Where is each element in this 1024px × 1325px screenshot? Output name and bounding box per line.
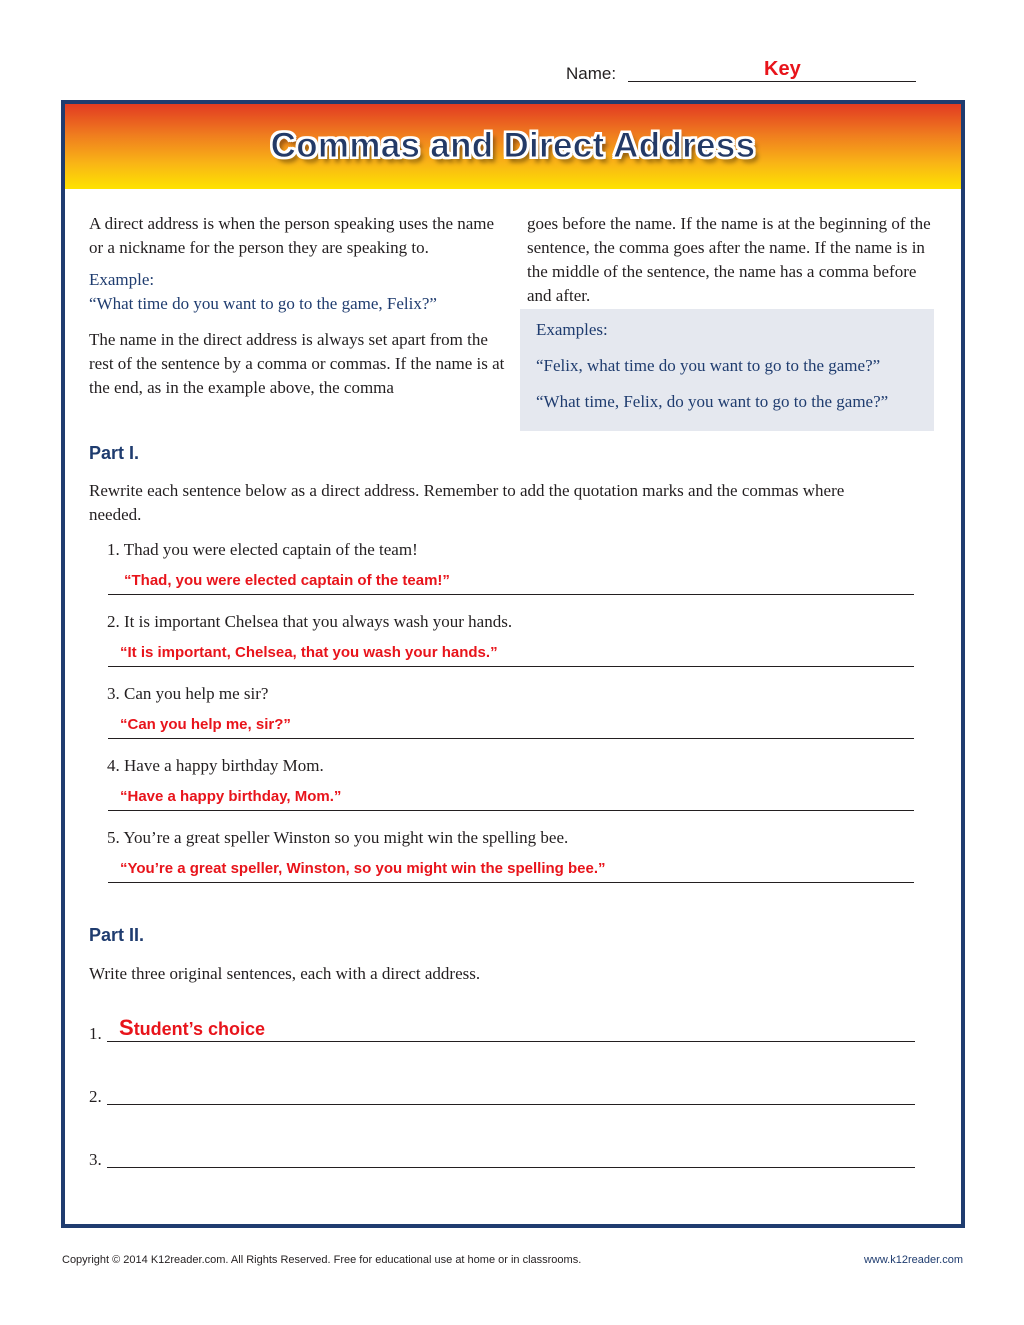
question-3: 3. Can you help me sir? bbox=[107, 684, 269, 703]
answer-line-1[interactable] bbox=[108, 572, 914, 595]
write-line-1 bbox=[107, 1041, 915, 1042]
answer-line-5[interactable] bbox=[108, 860, 914, 883]
example-quote: “What time do you want to go to the game, Felix?” bbox=[89, 294, 437, 313]
write-line-2 bbox=[107, 1104, 915, 1105]
part2-heading: Part II. bbox=[89, 925, 145, 945]
intro-left-column bbox=[89, 212, 509, 400]
answer-line-3[interactable] bbox=[108, 716, 914, 739]
example-quote-2: “What time, Felix, do you want to go to the game?” bbox=[536, 392, 889, 411]
line-number-3: 3. bbox=[89, 1150, 102, 1169]
examples-box bbox=[520, 309, 934, 431]
answer-line-4[interactable] bbox=[108, 788, 914, 811]
answer-1: “Thad, you were elected captain of the team!” bbox=[124, 572, 450, 589]
copyright-text: Copyright © 2014 K12reader.com. All Rights Reserved. Free for educational use at home or in classrooms. bbox=[62, 1254, 582, 1266]
line-number-1: 1. bbox=[89, 1024, 102, 1043]
part1-heading: Part I. bbox=[89, 443, 140, 463]
question-4: 4. Have a happy birthday Mom. bbox=[107, 756, 324, 775]
original-answer-1: Student’s choice bbox=[119, 1015, 266, 1040]
website-link[interactable]: www.k12reader.com bbox=[863, 1254, 963, 1266]
name-field bbox=[566, 58, 916, 86]
answer-line-2[interactable] bbox=[108, 644, 914, 667]
question-1: 1. Thad you were elected captain of the team! bbox=[107, 540, 418, 559]
intro-right-column bbox=[527, 212, 937, 308]
answer-2: “It is important, Chelsea, that you wash your hands.” bbox=[120, 644, 498, 661]
examples-label: Examples: bbox=[536, 320, 608, 339]
name-label: Name: bbox=[566, 64, 617, 83]
intro-paragraph-2: The name in the direct address is always set apart from the rest of the sentence by a comma or commas. If the name is at the end, as in the example above, the comma bbox=[89, 330, 505, 397]
answer-3: “Can you help me, sir?” bbox=[120, 716, 291, 733]
question-5: 5. You’re a great speller Winston so you might win the spelling bee. bbox=[107, 828, 569, 847]
example-quote-1: “Felix, what time do you want to go to the game?” bbox=[536, 356, 881, 375]
example-label: Example: bbox=[89, 270, 155, 289]
original-sentence-2[interactable] bbox=[89, 1081, 915, 1107]
part2-instructions: Write three original sentences, each with a direct address. bbox=[89, 964, 481, 983]
answer-5: “You’re a great speller, Winston, so you might win the spelling bee.” bbox=[120, 860, 606, 877]
page-title: Commas and Direct Address bbox=[270, 126, 756, 165]
original-sentence-3[interactable] bbox=[89, 1144, 915, 1170]
name-value: Key bbox=[764, 58, 801, 80]
write-line-3 bbox=[107, 1167, 915, 1168]
line-number-2: 2. bbox=[89, 1087, 102, 1106]
name-line bbox=[628, 81, 916, 82]
worksheet-frame bbox=[61, 100, 965, 1228]
intro-paragraph-1: A direct address is when the person speaking uses the name or a nickname for the person they are speaking to. bbox=[89, 214, 495, 257]
title-banner bbox=[65, 104, 961, 189]
question-2: 2. It is important Chelsea that you always wash your hands. bbox=[107, 612, 513, 631]
original-sentence-1[interactable] bbox=[89, 1015, 915, 1044]
part1-instructions: Rewrite each sentence below as a direct address. Remember to add the quotation marks and the commas where needed. bbox=[89, 481, 845, 524]
intro-paragraph-3: goes before the name. If the name is at the beginning of the sentence, the comma goes after the name. If the name is in the middle of the sentence, the name has a comma before and after. bbox=[527, 214, 931, 305]
answer-4: “Have a happy birthday, Mom.” bbox=[120, 788, 342, 805]
